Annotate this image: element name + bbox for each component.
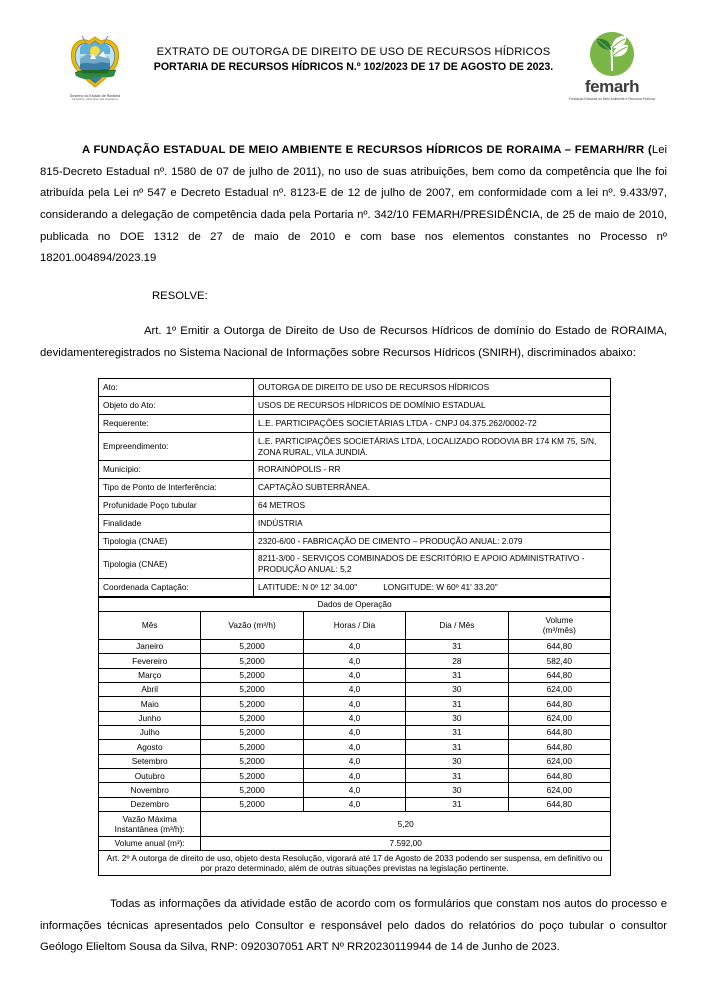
- table-row: [99, 769, 611, 783]
- cell-vazao: 5,2000: [201, 697, 303, 711]
- table-row: [99, 379, 611, 397]
- article-2-row: [99, 851, 611, 876]
- cell-volume: 624,00: [508, 754, 610, 768]
- cell-volume: 644,80: [508, 769, 610, 783]
- row-value: RORAINÓPOLIS - RR: [254, 461, 611, 479]
- cell-volume: 624,00: [508, 682, 610, 696]
- table-row: [99, 532, 611, 550]
- state-crest-block: [40, 32, 150, 101]
- cell-volume: 582,40: [508, 654, 610, 668]
- cell-mes: Setembro: [99, 754, 201, 768]
- table-row: [99, 497, 611, 515]
- cell-horas: 4,0: [303, 783, 405, 797]
- operation-table-header-row: [99, 612, 611, 640]
- row-label: Coordenada Captação:: [99, 578, 254, 596]
- state-crest-caption-sub: Amazônia, patrimônio dos brasileiros: [71, 98, 119, 102]
- latitude-value: LATITUDE: N 0º 12' 34.00": [258, 581, 358, 592]
- operation-table-title: Dados de Operação: [99, 597, 611, 611]
- row-label: Finalidade: [99, 514, 254, 532]
- intro-paragraph: [40, 140, 667, 270]
- table-row: [99, 754, 611, 768]
- cell-mes: Junho: [99, 711, 201, 725]
- cell-dias: 30: [406, 711, 508, 725]
- row-label: Requerente:: [99, 414, 254, 432]
- row-value: 8211-3/00 - SERVIÇOS COMBINADOS DE ESCRITÓRIO E APOIO ADMINISTRATIVO - PRODUÇÃO ANUAL: 5,2: [254, 550, 611, 579]
- cell-horas: 4,0: [303, 654, 405, 668]
- annual-volume-label: Volume anual (m³):: [99, 836, 201, 850]
- state-crest-caption-main: Governo do Estado de Roraima: [69, 94, 121, 98]
- cell-vazao: 5,2000: [201, 668, 303, 682]
- table-row: [99, 668, 611, 682]
- cell-volume: 644,80: [508, 797, 610, 811]
- row-value: USOS DE RECURSOS HÍDRICOS DE DOMÍNIO ESTADUAL: [254, 396, 611, 414]
- page-title: [150, 32, 557, 76]
- cell-horas: 4,0: [303, 639, 405, 653]
- row-value: 2320-6/00 - FABRICAÇÃO DE CIMENTO – PRODUÇÃO ANUAL: 2.079: [254, 532, 611, 550]
- column-header-vazao: Vazão (m³/h): [201, 612, 303, 640]
- cell-volume: 644,80: [508, 639, 610, 653]
- cell-horas: 4,0: [303, 740, 405, 754]
- cell-horas: 4,0: [303, 754, 405, 768]
- cell-vazao: 5,2000: [201, 783, 303, 797]
- cell-volume: 624,00: [508, 783, 610, 797]
- cell-volume: 644,80: [508, 725, 610, 739]
- row-label: Empreendimento:: [99, 432, 254, 461]
- operation-data-table: [98, 597, 611, 876]
- summary-row-max-flow: [99, 812, 611, 837]
- femarh-subtitle: Fundação Estadual do Meio Ambiente e Recursos Hídricos: [568, 97, 656, 101]
- article-1-paragraph: [40, 321, 667, 364]
- cell-vazao: 5,2000: [201, 740, 303, 754]
- column-header-horas-dia: Horas / Dia: [303, 612, 405, 640]
- table-row: [99, 432, 611, 461]
- cell-mes: Outubro: [99, 769, 201, 783]
- operation-data-table-body: [99, 597, 611, 875]
- resolve-label: RESOLVE:: [152, 290, 208, 303]
- cell-mes: Janeiro: [99, 639, 201, 653]
- table-row: [99, 682, 611, 696]
- table-row: [99, 697, 611, 711]
- cell-horas: 4,0: [303, 697, 405, 711]
- cell-vazao: 5,2000: [201, 769, 303, 783]
- column-header-volume-line2: (m³/mês): [542, 625, 576, 636]
- longitude-value: LONGITUDE: W 60º 41' 33.20": [383, 581, 498, 592]
- table-row: [99, 654, 611, 668]
- row-label: Tipo de Ponto de Interferência:: [99, 479, 254, 497]
- table-row: [99, 396, 611, 414]
- row-label: Tipologia (CNAE): [99, 532, 254, 550]
- cell-vazao: 5,2000: [201, 797, 303, 811]
- column-header-dia-mes: Dia / Mês: [406, 612, 508, 640]
- cell-mes: Março: [99, 668, 201, 682]
- cell-dias: 30: [406, 682, 508, 696]
- intro-rest: Lei 815-Decreto Estadual nº. 1580 de 07 de julho de 2011), no uso de suas atribuições, bem como da competência que lhe foi atribuída pela Lei nº 547 e Decreto Estadual nº. 8123-E de 12 de julho de 2007, em conformidade com a lei nº. 9.433/97, considerando a delegação de competência dada pela Portaria nº. 342/10 FEMARH/PRESIDÊNCIA, de 25 de maio de 2010, publicada no DOE 1312 de 27 de maio de 2010 e com base nos elementos constantes no Processo nº 18201.004894/2023.19: [40, 144, 667, 265]
- table-row: [99, 550, 611, 579]
- table-row: [99, 461, 611, 479]
- cell-volume: 644,80: [508, 697, 610, 711]
- table-row-coordinates: [99, 578, 611, 596]
- femarh-logo-block: [557, 32, 667, 101]
- cell-mes: Fevereiro: [99, 654, 201, 668]
- cell-vazao: 5,2000: [201, 639, 303, 653]
- row-value: L.E. PARTICIPAÇÕES SOCIETÁRIAS LTDA, LOCALIZADO RODOVIA BR 174 KM 75, S/N, ZONA RURAL, VILA JUNDIÁ.: [254, 432, 611, 461]
- table-row: [99, 514, 611, 532]
- cell-volume: 644,80: [508, 668, 610, 682]
- cell-mes: Agosto: [99, 740, 201, 754]
- row-value: OUTORGA DE DIREITO DE USO DE RECURSOS HÍDRICOS: [254, 379, 611, 397]
- article-2-text: Art. 2º A outorga de direito de uso, objeto desta Resolução, vigorará até 17 de Agosto de 2033 podendo ser suspensa, em definitivo ou por prazo determinado, além de outras situações previstas na legislação pertinente.: [99, 851, 611, 876]
- row-label: Profunidade Poço tubular: [99, 497, 254, 515]
- femarh-wordmark: femarh: [584, 77, 640, 96]
- row-label: Tipologia (CNAE): [99, 550, 254, 579]
- row-label: Ato:: [99, 379, 254, 397]
- outorga-table-wrapper: [40, 378, 667, 876]
- cell-mes: Novembro: [99, 783, 201, 797]
- cell-dias: 30: [406, 754, 508, 768]
- closing-paragraph-text: Todas as informações da atividade estão de acordo com os formulários que constam nos autos do processo e informações técnicas apresentados pelo Consultor e responsável pelo dados do relatórios do poço tubular o consultor Geólogo Elieltom Sousa da Silva, RNP: 0920307051 ART Nº RR20230119944 de 14 de Junho de 2023.: [40, 897, 667, 954]
- column-header-mes: Mês: [99, 612, 201, 640]
- cell-mes: Maio: [99, 697, 201, 711]
- cell-horas: 4,0: [303, 797, 405, 811]
- state-crest-caption: [70, 94, 120, 101]
- cell-volume: 644,80: [508, 740, 610, 754]
- cell-dias: 31: [406, 639, 508, 653]
- cell-mes: Abril: [99, 682, 201, 696]
- cell-dias: 31: [406, 769, 508, 783]
- cell-vazao: 5,2000: [201, 725, 303, 739]
- cell-vazao: 5,2000: [201, 654, 303, 668]
- cell-vazao: 5,2000: [201, 682, 303, 696]
- row-value: [254, 578, 611, 596]
- table-row: [99, 725, 611, 739]
- cell-dias: 31: [406, 797, 508, 811]
- cell-mes: Julho: [99, 725, 201, 739]
- document-header: [40, 0, 667, 122]
- table-row: [99, 479, 611, 497]
- row-label: Objeto do Ato:: [99, 396, 254, 414]
- cell-vazao: 5,2000: [201, 754, 303, 768]
- table-row: [99, 639, 611, 653]
- cell-dias: 30: [406, 783, 508, 797]
- intro-paragraph-text: [40, 140, 667, 270]
- cell-horas: 4,0: [303, 769, 405, 783]
- cell-horas: 4,0: [303, 725, 405, 739]
- outorga-info-table-body: [99, 379, 611, 597]
- row-value: CAPTAÇÃO SUBTERRÂNEA.: [254, 479, 611, 497]
- roraima-coat-of-arms-icon: [67, 34, 123, 92]
- cell-mes: Dezembro: [99, 797, 201, 811]
- max-flow-value: 5,20: [201, 812, 611, 837]
- page-title-line2: PORTARIA DE RECURSOS HÍDRICOS N.º 102/2023 DE 17 DE AGOSTO DE 2023.: [153, 61, 554, 74]
- max-flow-label: Vazão Máxima Instantânea (m³/h):: [99, 812, 201, 837]
- outorga-info-table: [98, 378, 611, 597]
- cell-horas: 4,0: [303, 668, 405, 682]
- row-value: 64 METROS: [254, 497, 611, 515]
- cell-dias: 28: [406, 654, 508, 668]
- table-row: [99, 797, 611, 811]
- table-row: [99, 414, 611, 432]
- row-value: INDÚSTRIA: [254, 514, 611, 532]
- cell-horas: 4,0: [303, 711, 405, 725]
- row-value: L.E. PARTICIPAÇÕES SOCIETÁRIAS LTDA - CNPJ 04.375.262/0002-72: [254, 414, 611, 432]
- article-1-text: Art. 1º Emitir a Outorga de Direito de Uso de Recursos Hídricos de domínio do Estado de RORAIMA, devidamenteregistrados no Sistema Nacional de Informações sobre Recursos Hídricos (SNIRH), discriminados abaixo:: [40, 324, 667, 359]
- intro-lead: A FUNDAÇÃO ESTADUAL DE MEIO AMBIENTE E RECURSOS HÍDRICOS DE RORAIMA – FEMARH/RR (: [82, 144, 652, 156]
- annual-volume-value: 7.592,00: [201, 836, 611, 850]
- cell-horas: 4,0: [303, 682, 405, 696]
- row-label: Município:: [99, 461, 254, 479]
- column-header-volume: [508, 612, 610, 640]
- cell-vazao: 5,2000: [201, 711, 303, 725]
- cell-dias: 31: [406, 725, 508, 739]
- summary-row-annual-volume: [99, 836, 611, 850]
- cell-volume: 624,00: [508, 711, 610, 725]
- cell-dias: 31: [406, 668, 508, 682]
- femarh-leaf-logo-icon: [590, 32, 634, 76]
- closing-paragraph: [40, 894, 667, 959]
- table-row: [99, 783, 611, 797]
- table-row: [99, 740, 611, 754]
- cell-dias: 31: [406, 697, 508, 711]
- column-header-volume-line1: Volume: [545, 615, 574, 626]
- table-row: [99, 711, 611, 725]
- operation-table-title-row: [99, 597, 611, 611]
- page-title-line1: EXTRATO DE OUTORGA DE DIREITO DE USO DE RECURSOS HÍDRICOS: [156, 46, 551, 58]
- cell-dias: 31: [406, 740, 508, 754]
